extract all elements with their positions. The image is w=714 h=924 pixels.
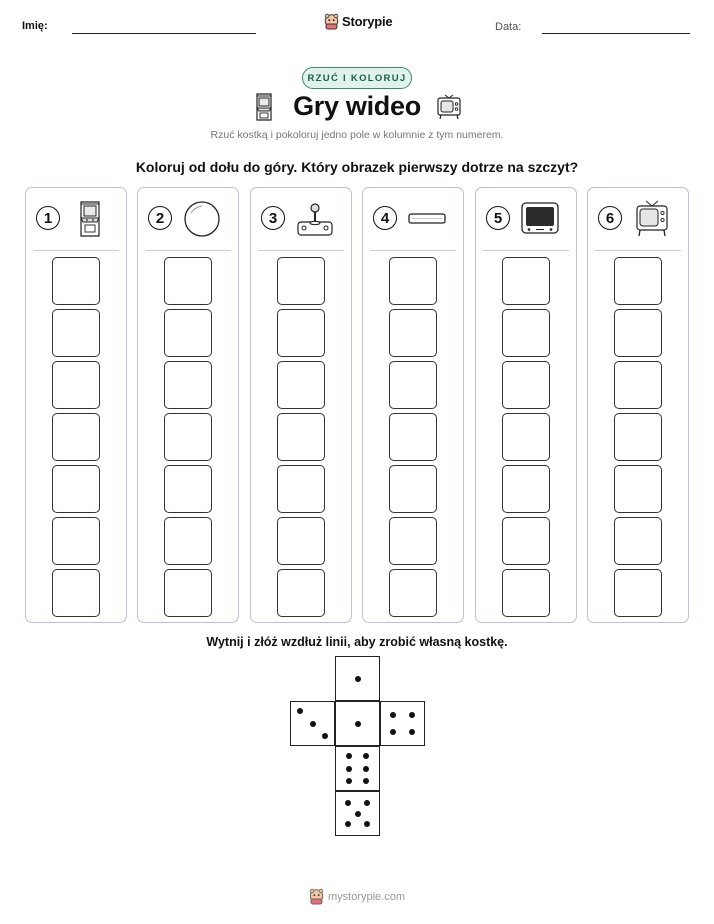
color-box[interactable] — [502, 465, 550, 513]
column-divider — [595, 250, 681, 251]
color-box[interactable] — [277, 465, 325, 513]
color-box[interactable] — [502, 413, 550, 461]
die-pip — [355, 676, 361, 682]
column-6 — [587, 187, 689, 623]
color-box[interactable] — [614, 517, 662, 565]
color-box[interactable] — [164, 257, 212, 305]
column-header — [138, 188, 238, 250]
handheld-tv-icon — [516, 200, 564, 238]
color-box[interactable] — [277, 569, 325, 617]
color-box[interactable] — [52, 465, 100, 513]
subtitle: Rzuć kostką i pokoloruj jedno pole w kolumnie z tym numerem. — [210, 129, 504, 141]
color-box[interactable] — [52, 569, 100, 617]
ball-icon — [178, 200, 226, 238]
color-box[interactable] — [277, 361, 325, 409]
color-box[interactable] — [614, 361, 662, 409]
die-face-3 — [335, 701, 380, 746]
column-divider — [145, 250, 231, 251]
die-pip — [310, 721, 316, 727]
column-number: 1 — [36, 206, 60, 230]
color-box[interactable] — [164, 517, 212, 565]
retro-tv-icon — [628, 200, 676, 238]
die-pip — [364, 800, 370, 806]
die-pip — [345, 821, 351, 827]
column-5 — [475, 187, 577, 623]
die-pip — [355, 721, 361, 727]
die-pip — [346, 766, 352, 772]
instruction: Koloruj od dołu do góry. Który obrazek pierwszy dotrze na szczyt? — [135, 159, 579, 175]
color-box[interactable] — [277, 517, 325, 565]
color-box[interactable] — [389, 361, 437, 409]
color-box[interactable] — [502, 517, 550, 565]
die-pip — [363, 753, 369, 759]
color-box[interactable] — [389, 257, 437, 305]
column-divider — [258, 250, 344, 251]
die-pip — [364, 821, 370, 827]
die-pip — [346, 778, 352, 784]
die-pip — [390, 712, 396, 718]
die-pip — [363, 766, 369, 772]
column-2 — [137, 187, 239, 623]
die-pip — [409, 729, 415, 735]
column-3 — [250, 187, 352, 623]
column-divider — [33, 250, 119, 251]
color-box[interactable] — [614, 569, 662, 617]
color-box[interactable] — [164, 361, 212, 409]
name-label: Imię: — [22, 20, 48, 32]
name-line — [72, 33, 256, 34]
color-box[interactable] — [389, 517, 437, 565]
color-box[interactable] — [164, 413, 212, 461]
color-box[interactable] — [614, 413, 662, 461]
joystick-icon — [291, 200, 339, 238]
color-box[interactable] — [614, 309, 662, 357]
color-box[interactable] — [52, 257, 100, 305]
color-box[interactable] — [277, 257, 325, 305]
color-box[interactable] — [389, 569, 437, 617]
column-header — [251, 188, 351, 250]
column-number: 3 — [261, 206, 285, 230]
color-box[interactable] — [52, 361, 100, 409]
color-box[interactable] — [164, 309, 212, 357]
die-face-1 — [335, 656, 380, 701]
color-box[interactable] — [164, 569, 212, 617]
column-number: 6 — [598, 206, 622, 230]
die-face-4 — [380, 701, 425, 746]
die-pip — [390, 729, 396, 735]
column-header — [476, 188, 576, 250]
color-box[interactable] — [389, 465, 437, 513]
color-box[interactable] — [52, 517, 100, 565]
retro-tv-icon — [436, 94, 462, 120]
die-face-2 — [290, 701, 335, 746]
die-pip — [355, 811, 361, 817]
brand-logo — [324, 13, 392, 30]
die-pip — [346, 753, 352, 759]
column-divider — [483, 250, 569, 251]
die-pip — [297, 708, 303, 714]
column-divider — [370, 250, 456, 251]
die-pip — [409, 712, 415, 718]
color-box[interactable] — [389, 413, 437, 461]
column-number: 4 — [373, 206, 397, 230]
footer-url: mystorypie.com — [327, 890, 406, 903]
column-header — [588, 188, 688, 250]
die-face-6 — [335, 791, 380, 836]
column-number: 2 — [148, 206, 172, 230]
footer — [0, 888, 714, 905]
color-box[interactable] — [502, 309, 550, 357]
mascot-icon — [324, 13, 339, 30]
column-header — [363, 188, 463, 250]
activity-badge: RZUĆ I KOLORUJ — [302, 67, 412, 89]
cut-instruction: Wytnij i złóż wzdłuż linii, aby zrobić własną kostkę. — [206, 635, 508, 649]
color-box[interactable] — [502, 361, 550, 409]
column-header — [26, 188, 126, 250]
mascot-icon — [309, 888, 324, 905]
arcade-cabinet-icon — [66, 200, 114, 238]
color-box[interactable] — [164, 465, 212, 513]
color-box[interactable] — [52, 413, 100, 461]
die-face-5 — [335, 746, 380, 791]
column-4 — [362, 187, 464, 623]
page-title: Gry wideo — [293, 91, 421, 121]
brand-name: Storypie — [342, 14, 393, 29]
column-1 — [25, 187, 127, 623]
color-box[interactable] — [614, 257, 662, 305]
column-number: 5 — [486, 206, 510, 230]
color-box[interactable] — [389, 309, 437, 357]
die-pip — [363, 778, 369, 784]
color-box[interactable] — [277, 309, 325, 357]
cartridge-icon — [403, 200, 451, 238]
die-pip — [345, 800, 351, 806]
color-box[interactable] — [502, 569, 550, 617]
color-box[interactable] — [614, 465, 662, 513]
color-box[interactable] — [277, 413, 325, 461]
color-box[interactable] — [52, 309, 100, 357]
date-line — [542, 33, 690, 34]
color-box[interactable] — [502, 257, 550, 305]
date-label: Data: — [495, 21, 522, 33]
die-pip — [322, 733, 328, 739]
